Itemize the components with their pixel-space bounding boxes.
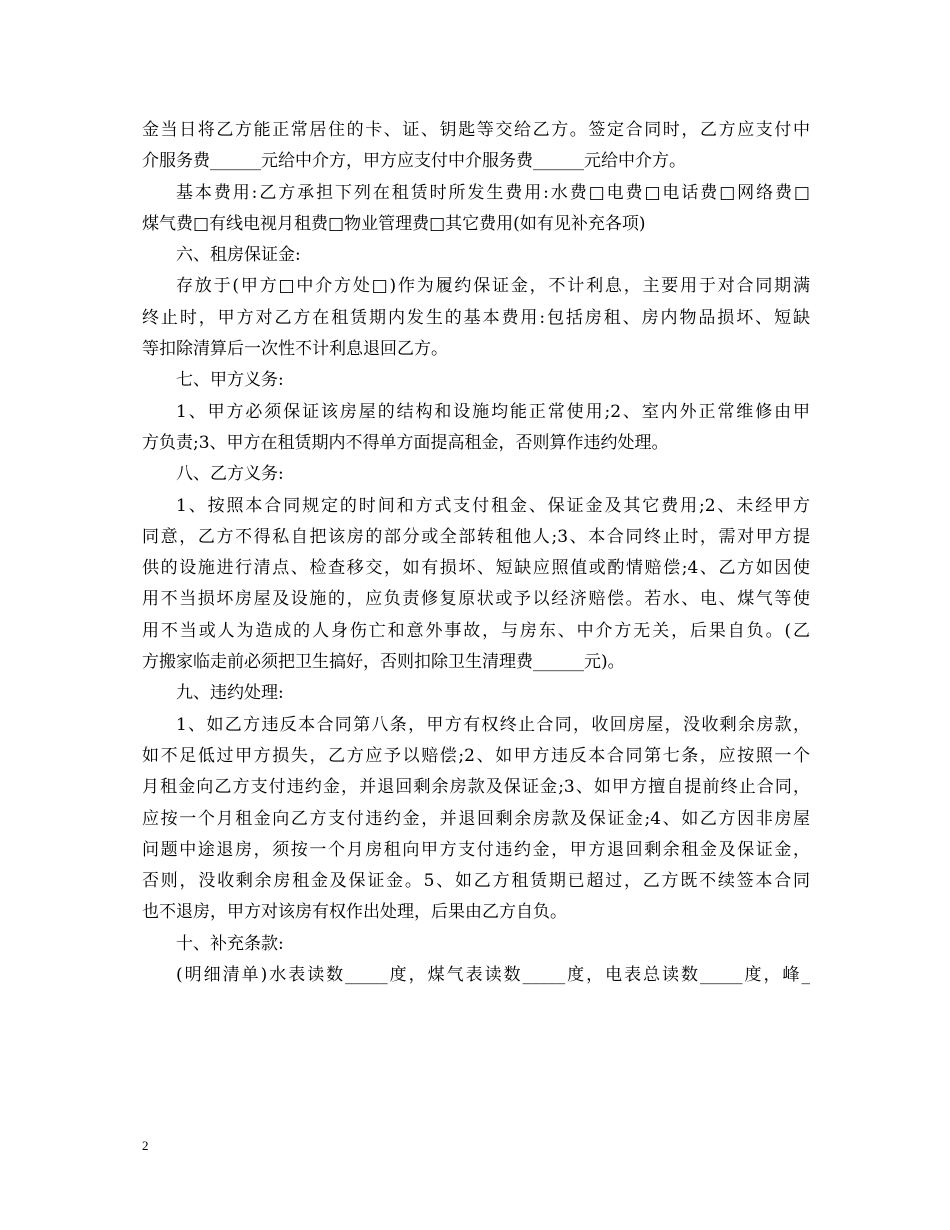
text-line: 介服务费______元给中介方，甲方应支付中介服务费______元给中介方。 (142, 151, 686, 172)
document-body (142, 115, 810, 991)
text-line: 终止时，甲方对乙方在租赁期内发生的基本费用:包括房租、房内物品损坏、短缺 (142, 307, 810, 328)
text-line: 同意，乙方不得私自把该房的部分或全部转租他人;3、本合同终止时，需对甲方提 (142, 526, 810, 547)
text-line: 七、甲方义务: (176, 370, 284, 391)
text-line: 十、补充条款: (176, 933, 284, 954)
text-line: 用不当或人为造成的人身伤亡和意外事故，与房东、中介方无关，后果自负。(乙 (142, 620, 810, 641)
page-number: 2 (142, 1138, 149, 1153)
text-line: 供的设施进行清点、检查移交，如有损坏、短缺应照值或酌情赔偿;4、乙方如因使 (142, 558, 810, 579)
text-line: 方负责;3、甲方在租赁期内不得单方面提高租金，否则算作违约处理。 (142, 432, 669, 453)
text-line: 煤气费□有线电视月租费□物业管理费□其它费用(如有见补充各项) (142, 213, 646, 234)
text-line: 等扣除清算后一次性不计利息退回乙方。 (142, 339, 448, 360)
text-line: 应按一个月租金向乙方支付违约金，并退回剩余房款及保证金;4、如乙方因非房屋 (142, 808, 810, 829)
text-line: 1、甲方必须保证该房屋的结构和设施均能正常使用;2、室内外正常维修由甲 (176, 401, 810, 422)
text-line: 否则，没收剩余房租金及保证金。5、如乙方租赁期已超过，乙方既不续签本合同 (142, 871, 810, 892)
text-line: 用不当损坏房屋及设施的，应负责修复原状或予以经济赔偿。若水、电、煤气等使 (142, 589, 810, 610)
text-line: 方搬家临走前必须把卫生搞好，否则扣除卫生清理费______元)。 (142, 652, 625, 673)
text-line: 八、乙方义务: (176, 464, 284, 485)
text-line: 六、租房保证金: (176, 245, 301, 266)
text-line: 金当日将乙方能正常居住的卡、证、钥匙等交给乙方。签定合同时，乙方应支付中 (142, 120, 810, 140)
text-line: 月租金向乙方支付违约金，并退回剩余房款及保证金;3、如甲方擅自提前终止合同， (142, 777, 810, 798)
text-line: 问题中途退房，须按一个月房租向甲方支付违约金，甲方退回剩余租金及保证金， (142, 839, 810, 860)
text-line: 1、按照本合同规定的时间和方式支付租金、保证金及其它费用;2、未经甲方 (176, 495, 810, 516)
text-line: 存放于(甲方□中介方处□)作为履约保证金，不计利息，主要用于对合同期满 (176, 276, 810, 297)
text-line: 基本费用:乙方承担下列在租赁时所发生费用:水费□电费□电话费□网络费□ (176, 182, 810, 203)
text-line: 九、违约处理: (176, 683, 284, 704)
text-line: 1、如乙方违反本合同第八条，甲方有权终止合同，收回房屋，没收剩余房款， (176, 714, 810, 735)
text-line: 也不退房，甲方对该房有权作出处理，后果由乙方自负。 (142, 902, 567, 923)
text-line: (明细清单)水表读数_____度，煤气表读数_____度，电表总读数_____度，峰_ (176, 965, 810, 986)
text-line: 如不足低过甲方损失，乙方应予以赔偿;2、如甲方违反本合同第七条，应按照一个 (142, 745, 810, 766)
